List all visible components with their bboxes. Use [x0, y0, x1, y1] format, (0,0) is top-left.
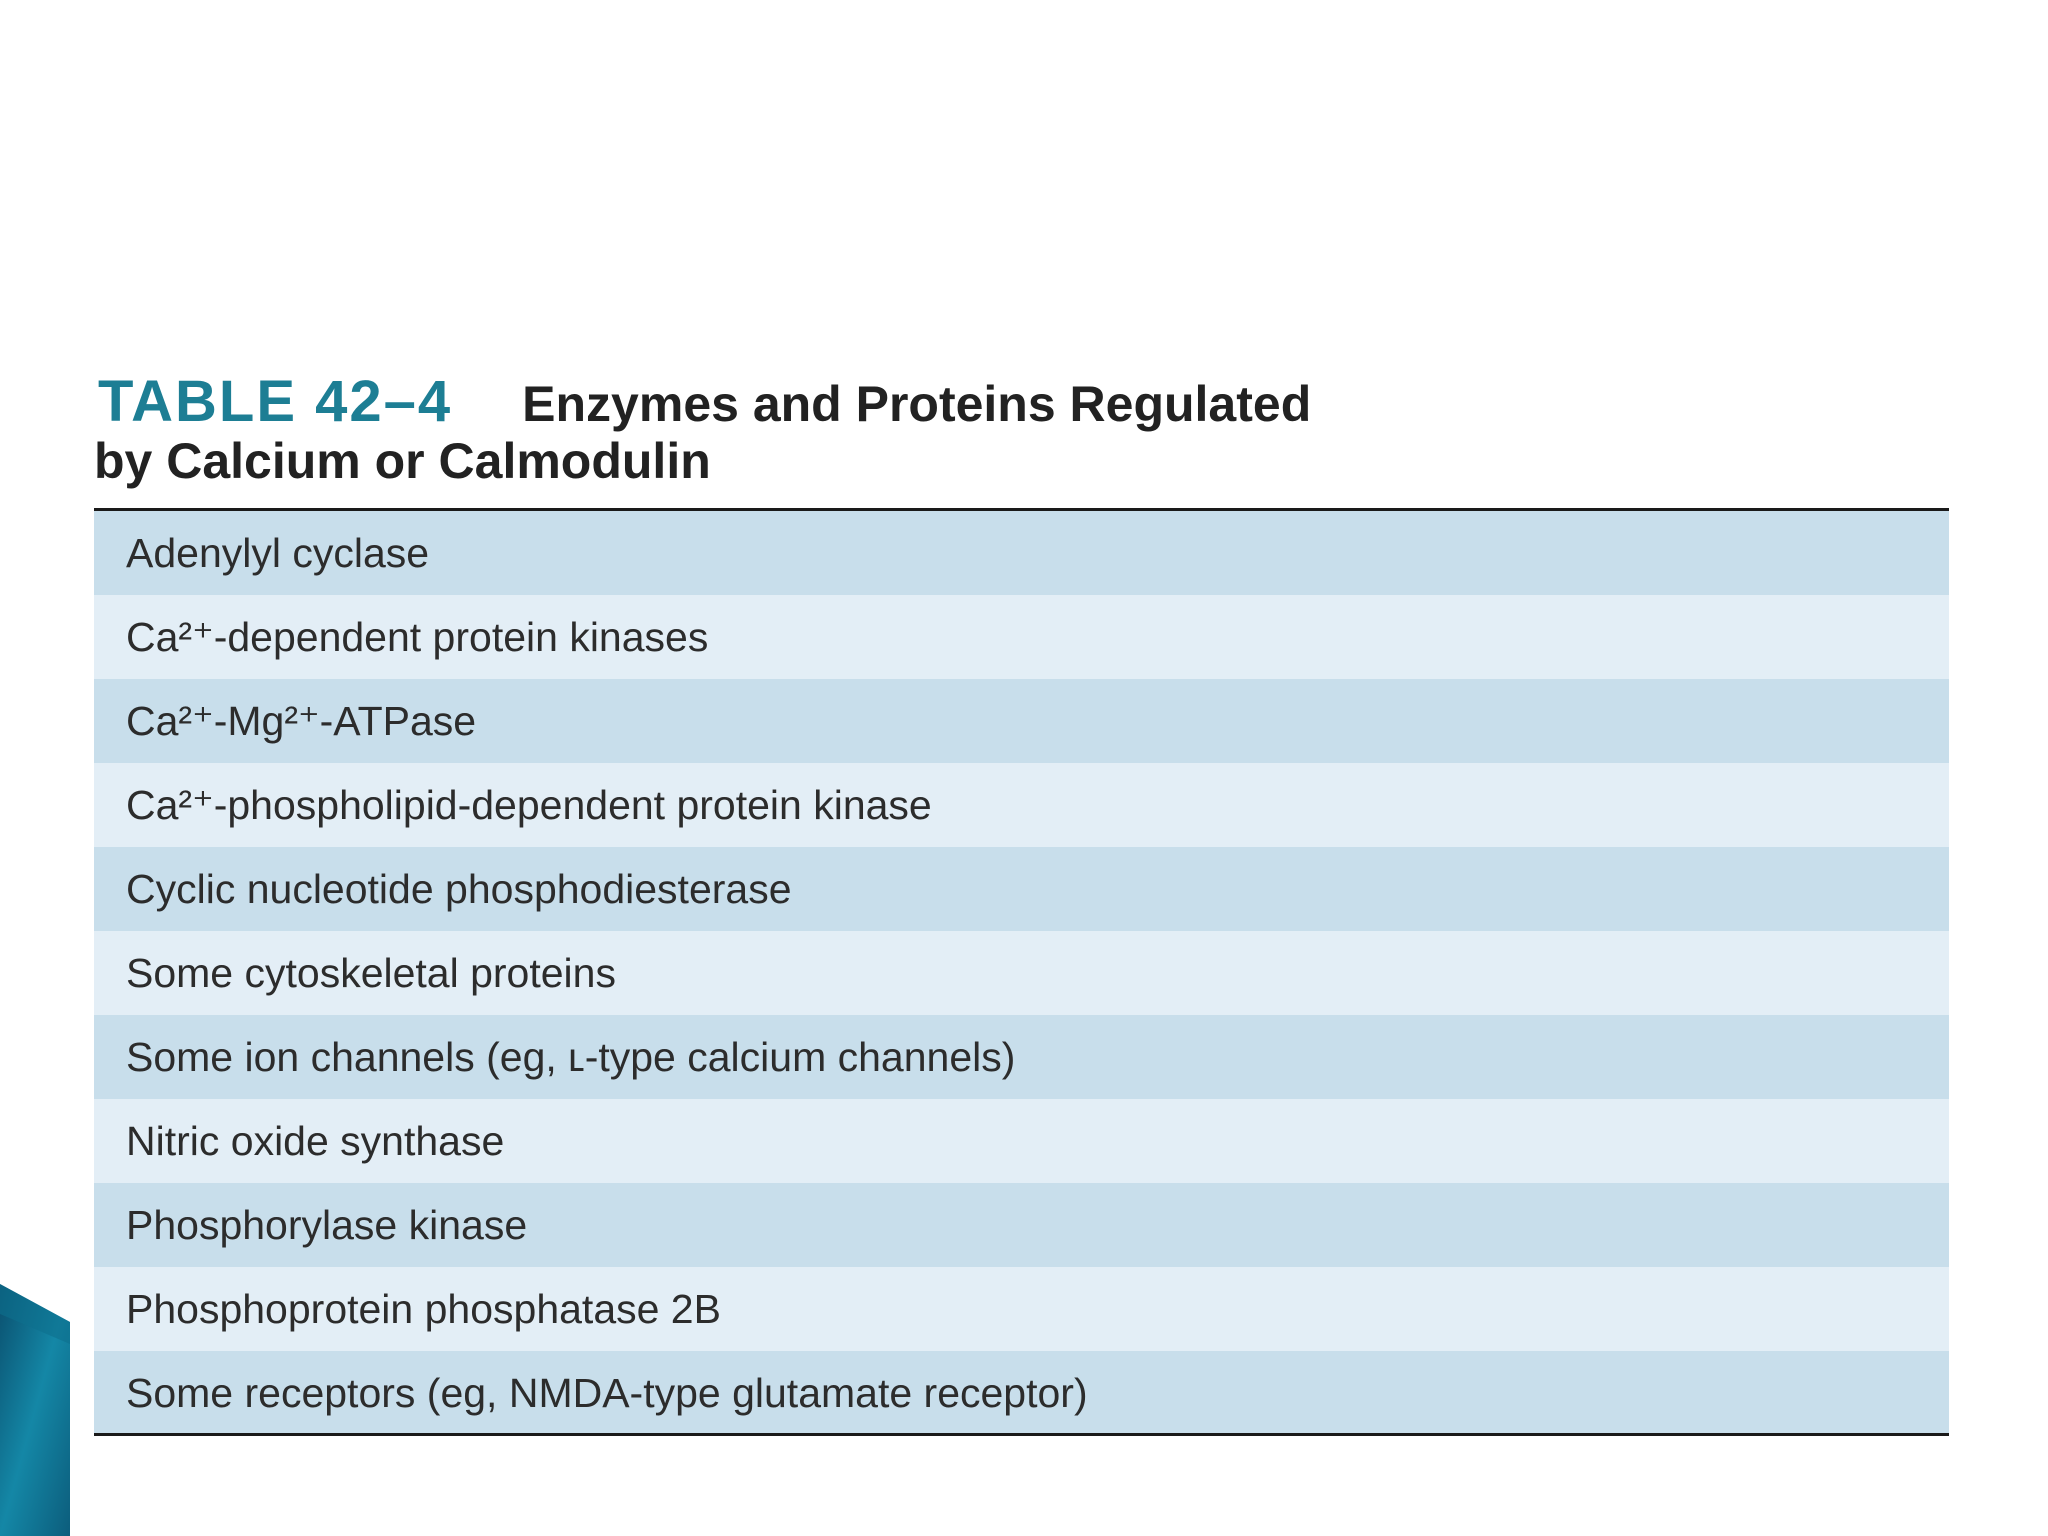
table-row: Phosphorylase kinase [94, 1183, 1949, 1267]
table-bottom-rule [94, 1433, 1949, 1436]
table-row: Some cytoskeletal proteins [94, 931, 1949, 1015]
table-row: Phosphoprotein phosphatase 2B [94, 1267, 1949, 1351]
table-title-part-1: Enzymes and Proteins Regulated [522, 376, 1312, 432]
table-row: Some ion channels (eg, ʟ-type calcium channels) [94, 1015, 1949, 1099]
table-title-line-2: by Calcium or Calmodulin [94, 433, 711, 489]
table-title-line-1 [98, 368, 1311, 440]
table-number: TABLE 42–4 [98, 369, 453, 434]
table-rows [94, 511, 1949, 1435]
table-row: Nitric oxide synthase [94, 1099, 1949, 1183]
table-row: Ca²⁺-phospholipid-dependent protein kinase [94, 763, 1949, 847]
table-row: Cyclic nucleotide phosphodiesterase [94, 847, 1949, 931]
corner-decoration [0, 1284, 70, 1536]
table-row: Ca²⁺-Mg²⁺-ATPase [94, 679, 1949, 763]
table-row: Some receptors (eg, NMDA-type glutamate receptor) [94, 1351, 1949, 1435]
table-row: Ca²⁺-dependent protein kinases [94, 595, 1949, 679]
table-row: Adenylyl cyclase [94, 511, 1949, 595]
